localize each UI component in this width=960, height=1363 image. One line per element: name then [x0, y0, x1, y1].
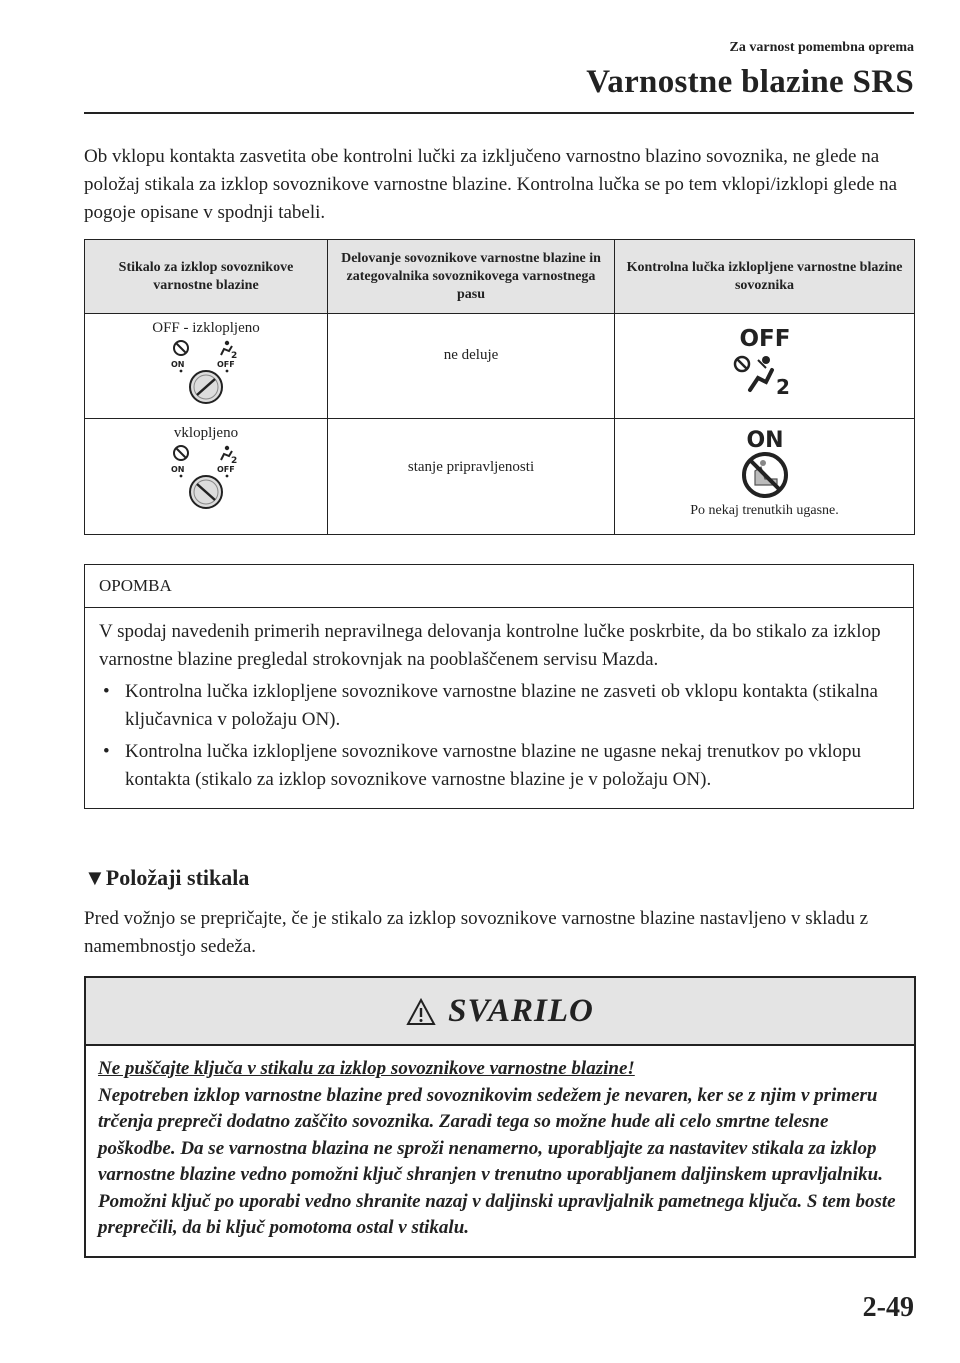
note-title: OPOMBA [85, 565, 913, 608]
table-header-operation: Delovanje sovoznikove varnostne blazine in zategovalnika sovoznikovega varnostnega pasu [328, 240, 615, 314]
triangle-down-icon: ▼ [84, 865, 106, 890]
switch-off-position-icon [161, 337, 251, 405]
svg-text:OFF: OFF [217, 360, 235, 369]
switch-position-label: vklopljeno [173, 425, 239, 441]
warning-triangle-icon [406, 998, 436, 1026]
svg-text:ON: ON [171, 465, 185, 474]
airbag-operation-text: stanje pripravljenosti [407, 459, 535, 475]
warning-lead: Ne puščajte ključa v stikalu za izklop sovoznikove varnostne blazine! [98, 1058, 635, 1079]
header-rule [84, 112, 914, 114]
table-row [85, 419, 915, 535]
svg-text:2: 2 [775, 375, 790, 399]
svg-text:ON: ON [171, 360, 185, 369]
airbag-off-indicator-icon [720, 324, 810, 404]
switch-on-position-icon [161, 442, 251, 510]
warning-title: SVARILO [448, 993, 594, 1029]
table-header-indicator: Kontrolna lučka izklopljene varnostne blazine sovoznika [615, 240, 915, 314]
svg-text:ON: ON [745, 428, 784, 453]
warning-header [86, 978, 914, 1046]
switch-position-label: OFF - izklopljeno [152, 320, 260, 336]
section-heading [84, 865, 249, 891]
section-title: Položaji stikala [105, 865, 250, 890]
warning-text: Nepotreben izklop varnostne blazine pred sovoznikovim sedežem je nevaren, ker se z njim v primeru trčenja prepreči dodatno zaščito sovoznika. Zaradi tega so možne hude ali celo smrtne telesne poškodbe. Da se varnostna blazina ne sproži nenamerno, uporabljajte za nastavitev stikala za izklop varnostne blazine vedno pomožni ključ shranjen v trenutno uporabljanem daljinskem upravljalniku. Pomožni ključ po uporabi vedno shranite nazaj v daljinski upravljalnik pametnega ključa. S tem boste preprečili, da bi ključ pomotoma ostal v stikalu. [98, 1084, 896, 1238]
page-title: Varnostne blazine SRS [586, 64, 914, 100]
table-cell-operation [328, 419, 615, 535]
svg-text:OFF: OFF [217, 465, 235, 474]
table-cell-operation [328, 314, 615, 419]
list-item: • Kontrolna lučka izklopljene sovoznikove varnostne blazine ne ugasne nekaj trenutkov po vklopu kontakta (stikalo za izklop sovoznikove varnostne blazine je v položaju ON). [103, 741, 862, 790]
table-cell-switch [85, 314, 328, 419]
table-cell-indicator [615, 419, 915, 535]
header-subtitle: Za varnost pomembna oprema [729, 40, 914, 55]
table-cell-switch [85, 419, 328, 535]
table-row [85, 314, 915, 419]
svg-text:2: 2 [231, 351, 238, 361]
switch-status-table [84, 239, 915, 535]
note-body [85, 608, 913, 808]
airbag-on-indicator-icon [725, 427, 805, 499]
note-text: V spodaj navedenih primerih nepravilnega delovanja kontrolne lučke poskrbite, da bo stikalo za izklop varnostne blazine pregledal strokovnjak na pooblaščenem servisu Mazda. [99, 621, 881, 670]
warning-body [86, 1046, 914, 1256]
table-header-switch: Stikalo za izklop sovoznikove varnostne blazine [85, 240, 328, 314]
svg-text:OFF: OFF [739, 326, 790, 352]
table-cell-indicator [615, 314, 915, 419]
page-number: 2-49 [862, 1292, 914, 1323]
warning-box [84, 976, 916, 1258]
note-bullet-list [99, 678, 899, 794]
section-text: Pred vožnjo se prepričajte, če je stikalo za izklop sovoznikove varnostne blazine nastavljeno v skladu z namembnostjo sedeža. [84, 908, 869, 957]
svg-text:2: 2 [231, 456, 238, 466]
table-header-row [85, 240, 915, 314]
airbag-operation-text: ne deluje [443, 347, 499, 363]
note-box [84, 564, 914, 809]
intro-paragraph: Ob vklopu kontakta zasvetita obe kontrolni lučki za izključeno varnostno blazino sovoznika, ne glede na položaj stikala za izklop sovoznikove varnostne blazine. Kontrolna lučka se po tem vklopi/izklopi glede na pogoje opisane v spodnji tabeli. [84, 146, 898, 223]
list-item: • Kontrolna lučka izklopljene sovoznikove varnostne blazine ne zasveti ob vklopu kontakta (stikalna ključavnica v položaju ON). [103, 681, 878, 730]
indicator-note: Po nekaj trenutkih ugasne. [690, 503, 839, 518]
